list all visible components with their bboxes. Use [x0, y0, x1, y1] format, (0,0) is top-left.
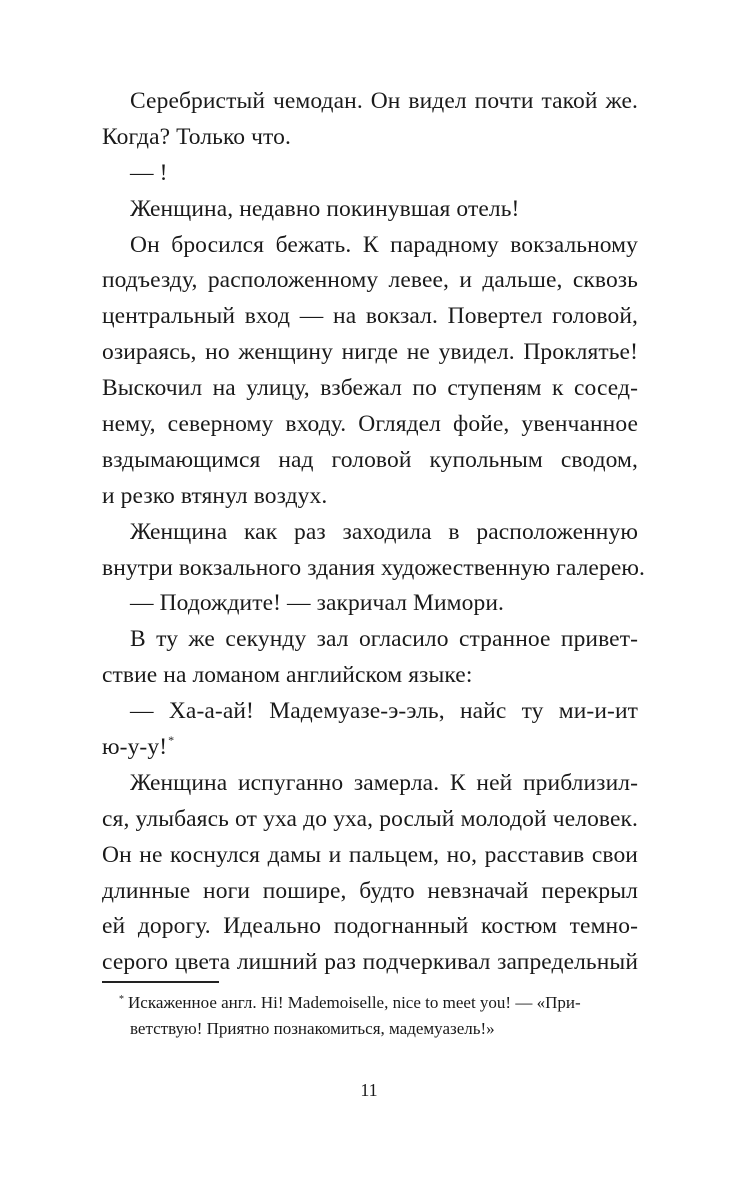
- text-line: Выскочил на улицу, взбежал по ступеням к сосед-: [102, 375, 638, 402]
- text-line: Женщина испуганно замерла. К ней приблизил-: [130, 769, 638, 796]
- text-line: — Ха-а-ай! Мадемуазе-э-эль, найс ту ми-и-ит: [130, 698, 638, 725]
- text-line: озираясь, но женщину нигде не увидел. Проклятье!: [102, 339, 638, 366]
- text-line: ей дорогу. Идеально подогнанный костюм темно-: [102, 913, 638, 940]
- text-line: внутри вокзального здания художественную галерею.: [102, 554, 645, 581]
- text-line: Он бросился бежать. К парадному вокзальному: [130, 231, 638, 258]
- text-line: и резко втянул воздух.: [102, 482, 328, 509]
- footnote-marker: *: [119, 994, 124, 1005]
- text-line: [102, 730, 638, 766]
- page-number: 11: [360, 1080, 378, 1100]
- text-line: Женщина, недавно покинувшая отель!: [130, 195, 520, 222]
- footnote: [102, 990, 638, 1041]
- text-line: В ту же секунду зал огласило странное привет-: [130, 626, 638, 653]
- text-line: Серебристый чемодан. Он видел почти такой же.: [130, 88, 638, 114]
- footnote-text: Искаженное англ. Hi! Mademoiselle, nice to meet you! — «При-: [128, 993, 581, 1012]
- text-line: Женщина как раз заходила в расположенную: [130, 518, 638, 545]
- footnote-divider: [102, 981, 219, 983]
- text-line: — Подождите! — закричал Мимори.: [130, 590, 504, 617]
- text-line: длинные ноги пошире, будто невзначай перекрыл: [102, 877, 638, 904]
- body-text: [102, 84, 645, 981]
- text-line: подъезду, расположенному левее, и дальше, сквозь: [102, 267, 638, 294]
- text-line: ствие на ломаном английском языке:: [102, 662, 473, 689]
- text-line: — !: [130, 159, 168, 186]
- text-line: центральный вход — на вокзал. Повертел головой,: [102, 303, 638, 330]
- footnote-line: [102, 990, 638, 1016]
- footnote-reference[interactable]: *: [168, 733, 175, 748]
- text-line-content: ю-у-у!: [102, 734, 168, 761]
- text-line: нему, северному входу. Оглядел фойе, увенчанное: [102, 411, 638, 438]
- text-line: ся, улыбаясь от уха до уха, рослый молодой человек.: [102, 805, 638, 832]
- text-line: Когда? Только что.: [102, 123, 291, 150]
- text-line: вздымающимся над головой купольным сводом,: [102, 446, 638, 473]
- text-line: серого цвета лишний раз подчеркивал запредельный: [102, 949, 638, 976]
- text-line: Он не коснулся дамы и пальцем, но, расставив свои: [102, 841, 638, 868]
- footnote-line: ветствую! Приятно познакомиться, мадемуазель!»: [130, 1018, 495, 1038]
